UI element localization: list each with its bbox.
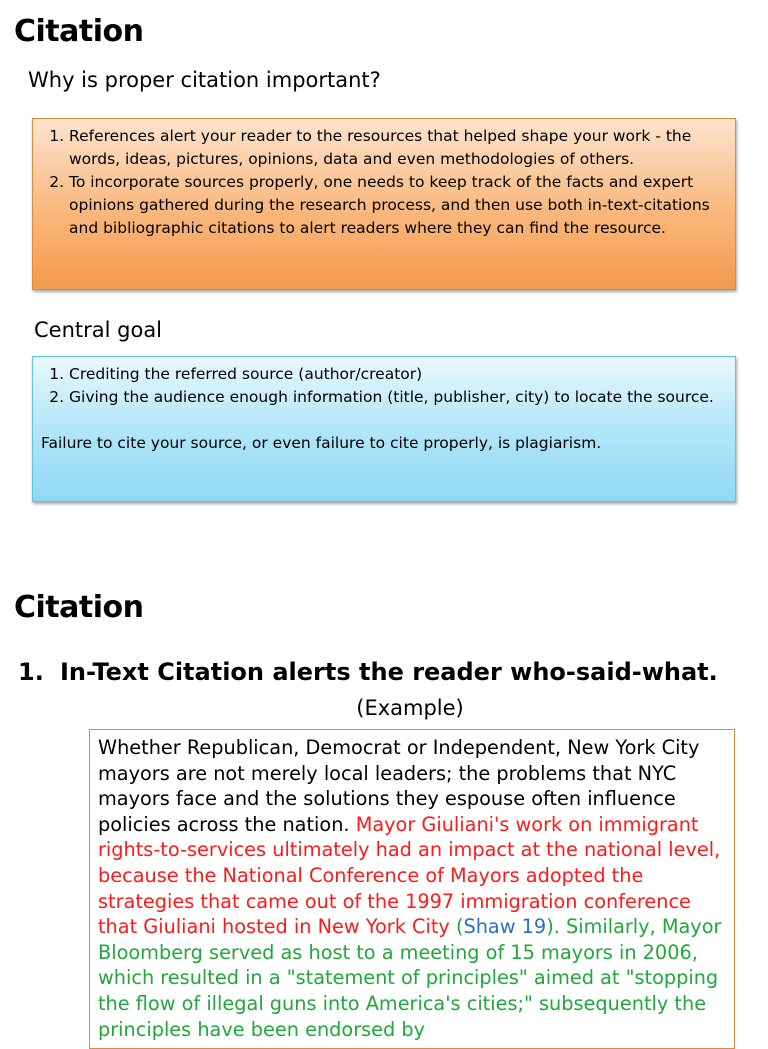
reason-item: 1. References alert your reader to the resources that helped shape your work - the words, ideas, pictures, opinions, data and even methodologies of others. — [69, 125, 725, 171]
goal-label: Central goal — [34, 318, 163, 342]
citation-ref: Shaw 19 — [463, 915, 547, 939]
quote-plain-text: Whether Republican, Democrat or Independent, New York City mayors are not merely local leaders; the problems that NYC mayors face and the solutions they espouse often influence policies across the nation. — [98, 736, 700, 836]
goals-list — [41, 363, 725, 409]
reason-item: 2. To incorporate sources properly, one needs to keep track of the facts and expert opinions gathered during the research process, and then use both in-text-citations and bibliographic citations to alert readers where they can find the resource. — [69, 171, 725, 240]
goals-box — [32, 356, 736, 502]
slide-title: Citation — [14, 14, 144, 49]
example-quote-box — [89, 729, 735, 1049]
paren-close: ). — [546, 915, 560, 939]
in-text-heading — [18, 658, 718, 686]
question-heading: Why is proper citation important? — [28, 68, 381, 92]
goal-item: 2. Giving the audience enough information (title, publisher, city) to locate the source. — [69, 386, 725, 409]
quote-highlight-bloomberg: Similarly, Mayor Bloomberg served as host to a meeting of 15 mayors in 2006, which resulted in a "statement of principles" aimed at "stopping the flow of illegal guns into America's cities;" subsequently the principles have been endorsed by — [98, 915, 722, 1041]
reasons-box — [32, 118, 736, 290]
quote-highlight-giuliani: Mayor Giuliani's work on immigrant rights-to-services ultimately had an impact at the national level, because the National Conference of Mayors adopted the strategies that came out of the 1997 immigration conference that Giuliani hosted in New York City — [98, 812, 721, 939]
heading-number: 1. — [18, 658, 44, 686]
failure-note: Failure to cite your source, or even failure to cite properly, is plagiarism. — [41, 434, 602, 452]
goal-item: 1. Crediting the referred source (author/creator) — [69, 363, 725, 386]
reasons-list — [41, 125, 725, 240]
slide-title: Citation — [14, 590, 144, 625]
paren-open: ( — [449, 915, 464, 939]
example-label: (Example) — [356, 696, 464, 720]
heading-text: In-Text Citation alerts the reader who-said-what. — [60, 658, 718, 686]
